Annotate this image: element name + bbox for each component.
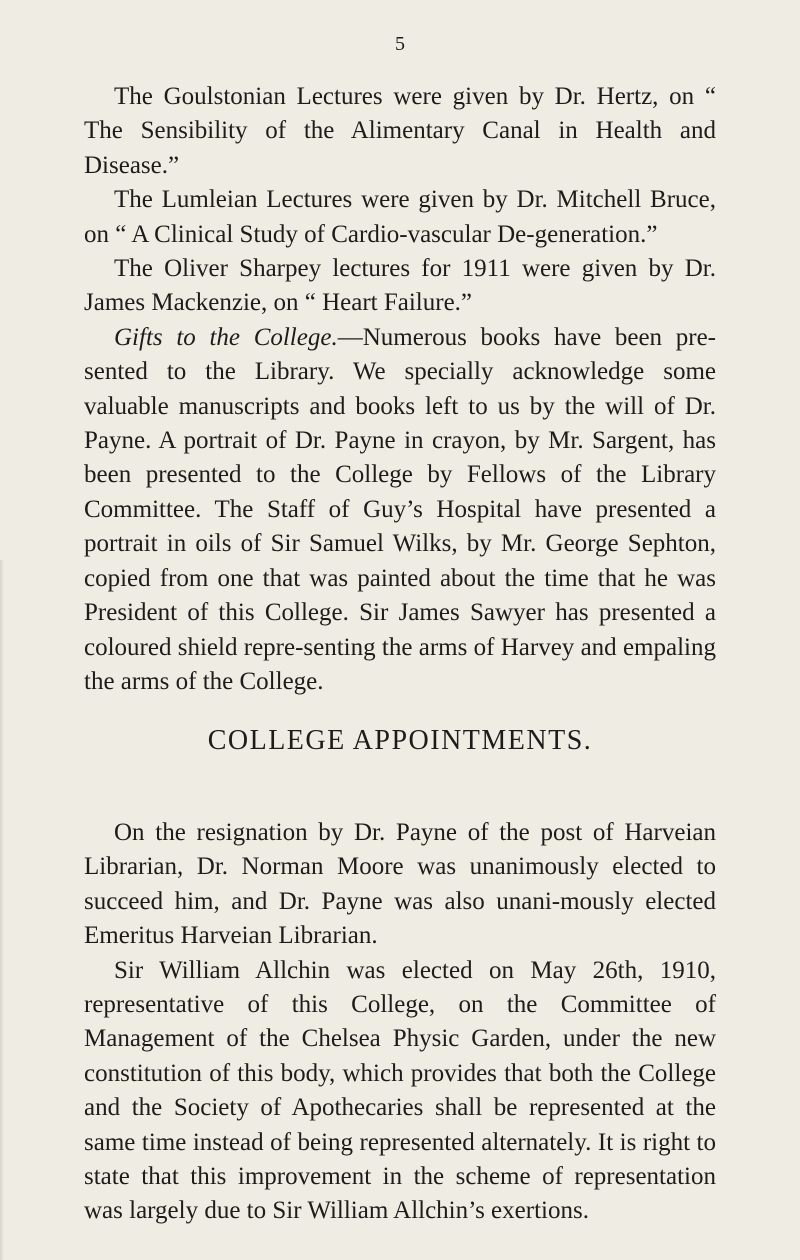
page-binding-edge xyxy=(0,560,4,1260)
lectures-and-gifts-section xyxy=(84,80,716,699)
appointments-section xyxy=(84,816,716,1229)
goulstonian-lectures-paragraph: The Goulstonian Lectures were given by Dr. Hertz, on “ The Sensibility of the Alimentary Canal in Health and Disease.” xyxy=(84,83,716,179)
gifts-body: —Numerous books have been pre-sented to the Library. We specially acknowledge some valuable manuscripts and books left to us by the will of Dr. Payne. A portrait of Dr. Payne in crayon, by Mr. Sargent, has been presented to the College by Fellows of the Library Committee. The Staff of Guy’s Hospital have presented a portrait in oils of Sir Samuel Wilks, by Mr. George Sephton, copied from one that was painted about the time that he was President of this College. Sir James Sawyer has presented a coloured shield repre-senting the arms of Harvey and empaling the arms of the College. xyxy=(84,323,716,695)
gifts-title: Gifts to the College. xyxy=(114,323,338,351)
gifts-paragraph xyxy=(84,321,716,699)
oliver-sharpey-lectures-paragraph: The Oliver Sharpey lectures for 1911 were given by Dr. James Mackenzie, on “ Heart Failure.” xyxy=(84,255,716,317)
librarian-appointment-paragraph: On the resignation by Dr. Payne of the post of Harveian Librarian, Dr. Norman Moore was unanimously elected to succeed him, and Dr. Payne was also unani-mously elected Emeritus Harveian Librarian. xyxy=(84,819,716,950)
page-number: 5 xyxy=(395,33,405,55)
physic-garden-paragraph: Sir William Allchin was elected on May 26th, 1910, representative of this College, on the Committee of Management of the Chelsea Physic Garden, under the new constitution of this body, which provides that both the College and the Society of Apothecaries shall be represented at the same time instead of being represented alternately. It is right to state that this improvement in the scheme of representation was largely due to Sir William Allchin’s exertions. xyxy=(84,956,716,1225)
lumleian-lectures-paragraph: The Lumleian Lectures were given by Dr. Mitchell Bruce, on “ A Clinical Study of Cardio-vascular De-generation.” xyxy=(84,186,716,248)
college-appointments-heading: COLLEGE APPOINTMENTS. xyxy=(207,725,593,756)
